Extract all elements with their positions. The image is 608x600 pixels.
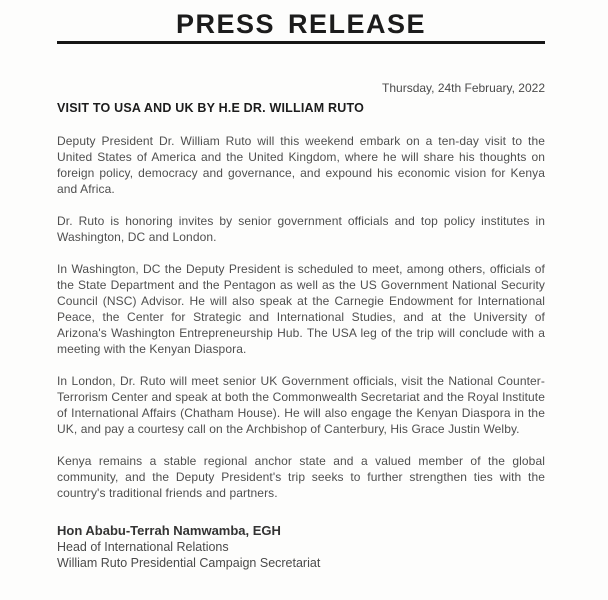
subject-heading: VISIT TO USA AND UK BY H.E DR. WILLIAM RUTO bbox=[57, 101, 364, 115]
signatory-role: Head of International Relations bbox=[57, 540, 229, 554]
paragraph-4: In London, Dr. Ruto will meet senior UK Government officials, visit the National Counter-Terrorism Center and speak at both the Commonwealth Secretariat and the Royal Institute of International Affairs (Chatham House). He will also engage the Kenyan Diaspora in the UK, and pay a courtesy call on the Archbishop of Canterbury, His Grace Justin Welby. bbox=[57, 374, 545, 436]
signatory-organization: William Ruto Presidential Campaign Secretariat bbox=[57, 556, 321, 570]
masthead bbox=[57, 8, 545, 44]
signature-block bbox=[57, 523, 545, 571]
body-text bbox=[57, 133, 545, 501]
paragraph-2: Dr. Ruto is honoring invites by senior government officials and top policy institutes in Washington, DC and London. bbox=[57, 214, 545, 244]
paragraph-1: Deputy President Dr. William Ruto will this weekend embark on a ten-day visit to the United States of America and the United Kingdom, where he will share his thoughts on foreign policy, democracy and governance, and expound his economic vision for Kenya and Africa. bbox=[57, 134, 545, 196]
document-title: PRESS RELEASE bbox=[175, 9, 427, 39]
signatory-name: Hon Ababu-Terrah Namwamba, EGH bbox=[57, 523, 281, 538]
dateline: Thursday, 24th February, 2022 bbox=[382, 81, 545, 95]
paragraph-3: In Washington, DC the Deputy President is scheduled to meet, among others, officials of the State Department and the Pentagon as well as the US Government National Security Council (NSC) Advisor. He will also speak at the Carnegie Endowment for International Peace, the Center for Strategic and International Studies, and at the University of Arizona's Washington Entrepreneurship Hub. The USA leg of the trip will conclude with a meeting with the Kenyan Diaspora. bbox=[57, 262, 545, 356]
paragraph-5: Kenya remains a stable regional anchor state and a valued member of the global community, and the Deputy President's trip seeks to further strengthen ties with the country's traditional friends and partners. bbox=[57, 454, 545, 500]
